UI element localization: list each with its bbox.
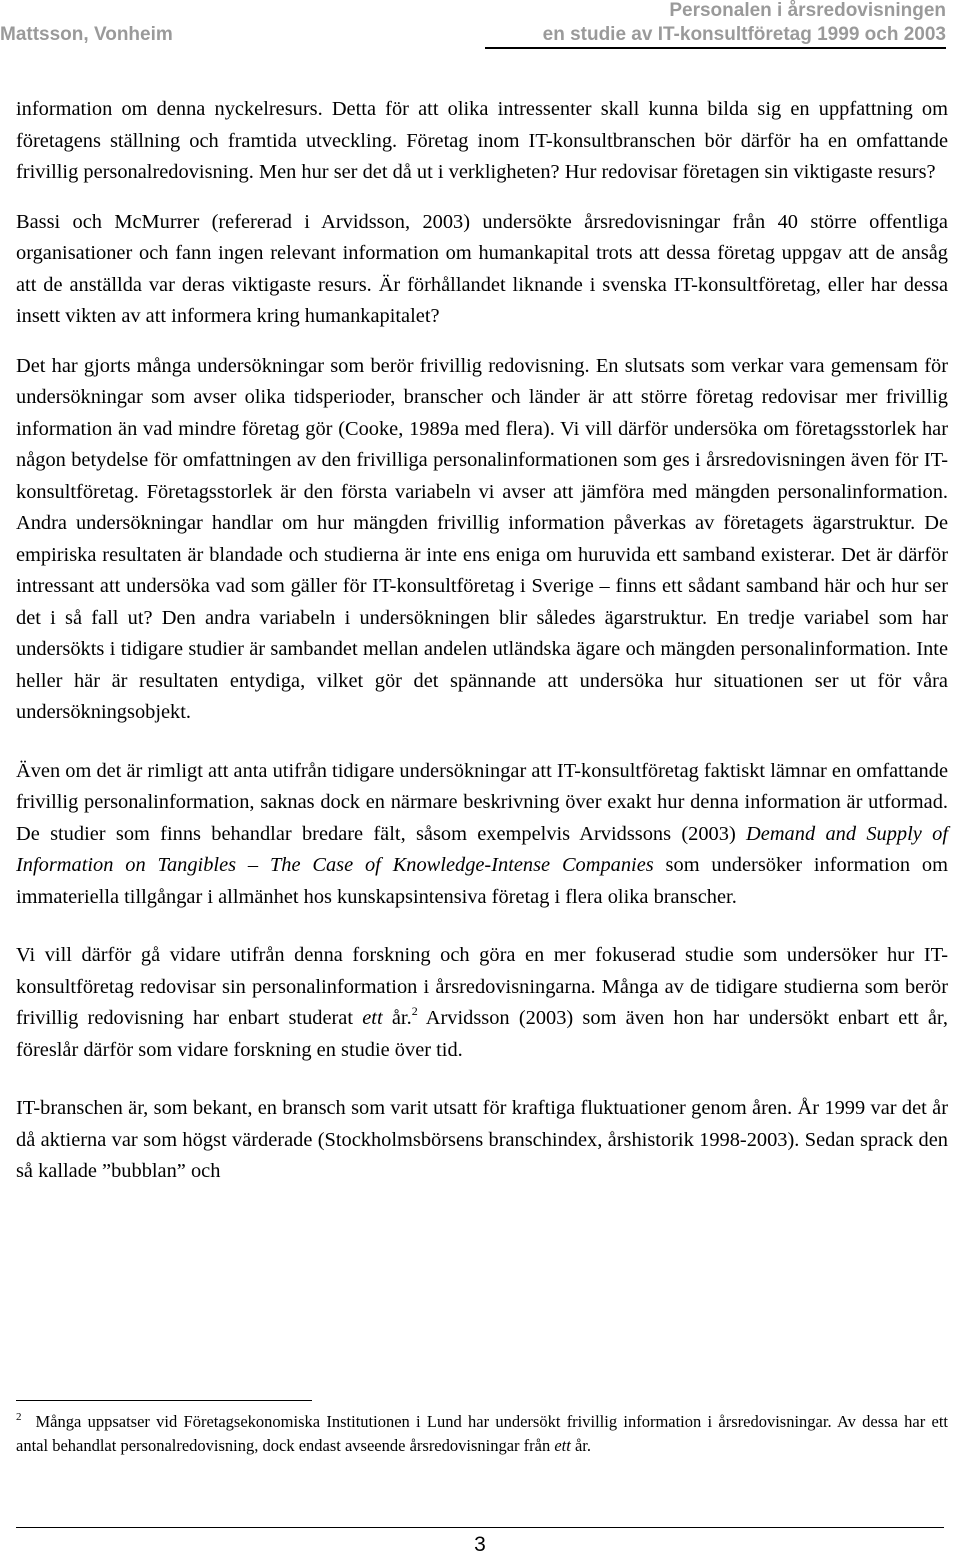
paragraph-1: information om denna nyckelresurs. Detta för att olika intressenter skall kunna bilda sig en uppfattning om företagens ställning och framtida utveckling. Företag inom IT-konsultbranschen bör därför ha en omfattande frivillig personalredovisning. Men hur ser det då ut i verkligheten? Hur redovisar företagen sin viktigaste resurs?: [16, 98, 948, 183]
paragraph-3: Det har gjorts många undersökningar som berör frivillig redovisning. En slutsats som verkar vara gemensam för undersökningar som avser olika tidsperioder, branscher och länder är att större företag redovisar mer frivillig information än vad mindre företag gör (Cooke, 1989a med flera). Vi vill därför undersöka om företagsstorlek har någon betydelse för omfattningen av den frivilliga personalinformationen som ges i årsredovisningen även för IT-konsultföretag. Företagsstorlek är den första variabeln vi avser att jämföra med mängden personalinformation. Andra undersökningar handlar om hur mängden frivillig information påverkas av företagets ägarstruktur. De empiriska resultaten är blandade och studierna är inte ens eniga om huruvida ett samband existerar. Det är därför intressant att undersöka vad som gäller för IT-konsultföretag i Sverige – finns ett sådant samband här och hur ser det i så fall ut? Den andra variabeln i undersökningen blir således ägarstruktur. En tredje variabel som har undersökts i tidigare studier är sambandet mellan andelen utländska ägare och mängden personalinformation. Inte heller här är resultaten entydiga, vilket gör det spännande att undersöka hur situationen ser ut för våra undersökningsobjekt.: [16, 354, 948, 723]
paragraph-5: Vi vill därför gå vidare utifrån denna forskning och göra en mer fokuserad studie som undersöker hur IT-konsultföretag redovisar sin personalinformation i årsredovisningarna. Många av de tidigare studierna som berör frivillig redovisning har enbart studerat ett år.$^2$ Arvidsson (2003) som även hon har undersökt enbart ett år, föreslår därför som vidare forskning en studie över tid.: [16, 944, 948, 1061]
paragraph-2: Bassi och McMurrer (refererad i Arvidsson, 2003) undersökte årsredovisningar från 40 större offentliga organisationer och fann ingen relevant information om humankapital trots att dessa företag uppgav att de ansåg att de anställda var deras viktigaste resurs. Är förhållandet liknande i svenska IT-konsultföretag, eller har dessa insett vikten av att informera kring humankapitalet?: [16, 210, 948, 327]
header-subtitle: en studie av IT-konsultföretag 1999 och 2003: [542, 24, 946, 45]
body-text: [16, 94, 948, 1206]
header-authors: Mattsson, Vonheim: [0, 24, 173, 45]
header-rule: [485, 47, 946, 49]
cited-title: Demand and Supply of Information on Tangibles – The Case of Knowledge-Intense Companies: [16, 822, 948, 876]
paragraph-6: IT-branschen är, som bekant, en bransch som varit utsatt för kraftiga fluktuationer genom åren. År 1999 var det år då aktierna var som högst värderade (Stockholmsbörsens branschindex, årshistorik 1998-2003). Sedan sprack den så kallade ”bubblan” och: [16, 1097, 948, 1182]
page-header: [0, 0, 960, 48]
footnote-reference[interactable]: 2: [411, 1004, 418, 1018]
footnote: $^2$ Många uppsatser vid Företagsekonomiska Institutionen i Lund har undersökt frivillig information i årsredovisningar. Av dessa har ett antal behandlat personalredovisning, dock endast avseende årsredovisningar från ett år.: [16, 1411, 948, 1455]
paragraph-4: Även om det är rimligt att anta utifrån tidigare undersökningar att IT-konsultföretag faktiskt lämnar en omfattande frivillig personalinformation, saknas dock en närmare beskrivning över exakt hur denna information är utformad. De studier som finns behandlar bredare fält, såsom exempelvis Arvidssons (2003) Demand and Supply of Information on Tangibles – The Case of Knowledge-Intense Companies som undersöker information om immateriella tillgångar i allmänhet hos kunskapsintensiva företag i flera olika branscher.: [16, 759, 948, 908]
footnote-number: 2: [16, 1411, 22, 1423]
footnote-separator: [16, 1400, 312, 1401]
page-number: 3: [474, 1533, 486, 1556]
footer-rule: [16, 1527, 944, 1528]
header-title: Personalen i årsredovisningen: [669, 0, 946, 21]
